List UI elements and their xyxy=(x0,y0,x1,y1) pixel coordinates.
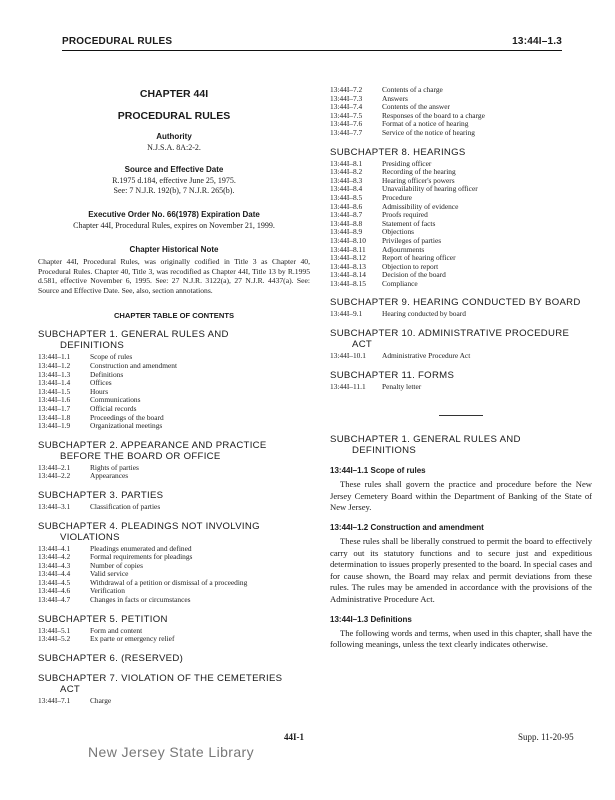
toc-section-title: Charge xyxy=(90,695,112,705)
toc-section-title: Privileges of parties xyxy=(382,235,442,245)
toc-subchapter-line2: ACT xyxy=(352,339,373,351)
toc-entry xyxy=(38,371,310,380)
rule-text: These rules shall govern the practice and procedure before the New Jersey Cemetery Board within the Department of Banking of the State of New Jersey. xyxy=(330,479,592,513)
toc-subchapter-heading xyxy=(330,147,592,158)
toc-section-number: 13:44I–4.5 xyxy=(38,577,71,587)
toc-section-title: Recording of the hearing xyxy=(382,167,456,177)
toc-subchapter-line2: VIOLATIONS xyxy=(60,531,120,543)
toc-entry xyxy=(330,263,592,272)
toc-section-number: 13:44I–8.14 xyxy=(330,270,366,280)
toc-section-number: 13:44I–7.5 xyxy=(330,110,363,120)
body-subchapter-line2: DEFINITIONS xyxy=(352,445,417,457)
toc-section-number: 13:44I–8.12 xyxy=(330,253,366,263)
toc-subchapter-line2: ACT xyxy=(60,683,81,695)
toc-section-number: 13:44I–2.1 xyxy=(38,462,71,472)
toc-section-title: Admissibility of evidence xyxy=(382,201,459,211)
toc-entry xyxy=(330,211,592,220)
toc-entry xyxy=(330,228,592,237)
toc-section-number: 13:44I–1.4 xyxy=(38,378,71,388)
toc-entry xyxy=(330,246,592,255)
toc-section-number: 13:44I–1.8 xyxy=(38,412,71,422)
toc-list xyxy=(38,545,310,605)
toc-section-number: 13:44I–4.1 xyxy=(38,543,71,553)
rule-heading: 13:44I–1.3 Definitions xyxy=(330,614,412,624)
toc-section-title: Hours xyxy=(90,386,109,396)
toc-section-title: Answers xyxy=(382,93,408,103)
toc-entry xyxy=(330,185,592,194)
toc-section-title: Statement of facts xyxy=(382,218,436,228)
toc-section-title: Valid service xyxy=(90,569,129,579)
toc-section-number: 13:44I–10.1 xyxy=(330,351,366,361)
toc-section-title: Offices xyxy=(90,378,112,388)
toc-section-number: 13:44I–8.11 xyxy=(330,244,366,254)
toc-entry xyxy=(330,220,592,229)
toc-list xyxy=(38,503,310,512)
right-column xyxy=(330,86,592,651)
toc-subchapter-line1: SUBCHAPTER 1. GENERAL RULES AND xyxy=(38,329,229,341)
toc-section-number: 13:44I–9.1 xyxy=(330,309,363,319)
toc-section-title: Decision of the board xyxy=(382,270,446,280)
toc-section-number: 13:44I–1.7 xyxy=(38,403,71,413)
toc-section-number: 13:44I–8.5 xyxy=(330,192,363,202)
toc-list xyxy=(330,160,592,289)
toc-section-title: Appearances xyxy=(90,471,129,481)
toc-section-title: Pleadings enumerated and defined xyxy=(90,543,192,553)
toc-subchapter-line1: SUBCHAPTER 6. (RESERVED) xyxy=(38,652,184,664)
toc-subchapter-line1: SUBCHAPTER 4. PLEADINGS NOT INVOLVING xyxy=(38,520,260,532)
toc-entry xyxy=(330,280,592,289)
toc-section-number: 13:44I–4.6 xyxy=(38,586,71,596)
toc-right-top xyxy=(330,86,592,138)
toc-section-number: 13:44I–8.6 xyxy=(330,201,363,211)
toc-section-title: Rights of parties xyxy=(90,462,139,472)
toc-subchapter-heading xyxy=(38,673,310,695)
body-subchapter-heading xyxy=(330,434,592,456)
body-subchapter-line1: SUBCHAPTER 1. GENERAL RULES AND xyxy=(330,434,521,446)
page-number: 44I-1 xyxy=(284,732,304,742)
toc-section-number: 13:44I–3.1 xyxy=(38,501,71,511)
toc-subchapter-heading xyxy=(330,370,592,381)
toc-section-title: Withdrawal of a petition or dismissal of a proceeding xyxy=(90,577,248,587)
toc-section-title: Organizational meetings xyxy=(90,421,163,431)
toc-entry xyxy=(330,95,592,104)
toc-subchapter-heading xyxy=(38,329,310,351)
toc-section-number: 13:44I–7.2 xyxy=(330,85,363,94)
toc-section-title: Number of copies xyxy=(90,560,143,570)
toc-section-title: Classification of parties xyxy=(90,501,161,511)
toc-entry xyxy=(330,194,592,203)
toc-section-number: 13:44I–4.7 xyxy=(38,595,71,605)
toc-section-title: Scope of rules xyxy=(90,352,133,362)
toc-section-title: Responses of the board to a charge xyxy=(382,110,485,120)
historical-note-text: Chapter 44I, Procedural Rules, was originally codified in Title 3 as Chapter 40, Procedural Rules. Chapter 40, Title 3, was recodified as Chapter 44I, Title 13 by R.1995 d.581, effective November 6, 1995. See: 27 N.J.R. 3122(a), 27 N.J.R. 4437(a). See: Source and Effective Date. See, also, section annotations. xyxy=(38,257,310,295)
toc-section-number: 13:44I–7.6 xyxy=(330,119,363,129)
toc-entry xyxy=(38,596,310,605)
toc-entry xyxy=(330,383,592,392)
toc-entry xyxy=(330,352,592,361)
toc-section-title: Report of hearing officer xyxy=(382,253,456,263)
toc-entry xyxy=(330,310,592,319)
toc-section-title: Verification xyxy=(90,586,125,596)
toc-entry xyxy=(38,635,310,644)
toc-section-number: 13:44I–7.4 xyxy=(330,102,363,112)
toc-section-title: Form and content xyxy=(90,625,143,635)
toc-section-title: Construction and amendment xyxy=(90,360,178,370)
toc-section-title: Presiding officer xyxy=(382,158,432,168)
toc-entry xyxy=(330,237,592,246)
toc-subchapter-line1: SUBCHAPTER 2. APPEARANCE AND PRACTICE xyxy=(38,439,267,451)
toc-section-number: 13:44I–7.7 xyxy=(330,127,363,137)
rule-text: The following words and terms, when used in this chapter, shall have the following meanings, unless the text clearly indicates otherwise. xyxy=(330,627,592,650)
toc-section-number: 13:44I–8.10 xyxy=(330,235,366,245)
toc-section-title: Communications xyxy=(90,395,141,405)
toc-section-title: Definitions xyxy=(90,369,124,379)
toc-list xyxy=(38,627,310,644)
rules-body xyxy=(330,466,592,650)
toc-subchapter-line1: SUBCHAPTER 8. HEARINGS xyxy=(330,146,466,158)
toc-title: CHAPTER TABLE OF CONTENTS xyxy=(113,311,235,321)
toc-entry xyxy=(38,414,310,423)
toc-section-title: Proceedings of the board xyxy=(90,412,164,422)
toc-entry xyxy=(330,168,592,177)
source-label: Source and Effective Date xyxy=(124,165,224,174)
toc-section-number: 13:44I–1.6 xyxy=(38,395,71,405)
chapter-number: CHAPTER 44I xyxy=(139,88,209,100)
toc-section-number: 13:44I–8.3 xyxy=(330,175,363,185)
toc-section-number: 13:44I–8.1 xyxy=(330,158,363,168)
toc-section-number: 13:44I–2.2 xyxy=(38,471,71,481)
toc-subchapter-line1: SUBCHAPTER 11. FORMS xyxy=(330,369,455,381)
toc-entry xyxy=(38,405,310,414)
toc-subchapter-heading xyxy=(38,521,310,543)
toc-section-title: Administrative Procedure Act xyxy=(382,351,471,361)
toc-entry xyxy=(38,553,310,562)
toc-section-number: 13:44I–1.9 xyxy=(38,421,71,431)
toc-section-number: 13:44I–1.2 xyxy=(38,360,71,370)
toc-section-number: 13:44I–8.4 xyxy=(330,184,363,194)
toc-list xyxy=(330,310,592,319)
toc-section-title: Contents of a charge xyxy=(382,85,443,94)
toc-subchapter-line1: SUBCHAPTER 10. ADMINISTRATIVE PROCEDURE xyxy=(330,328,570,340)
toc-entry xyxy=(330,254,592,263)
toc-section-number: 13:44I–4.4 xyxy=(38,569,71,579)
toc-section-title: Procedure xyxy=(382,192,412,202)
authority-text: N.J.S.A. 8A:2-2. xyxy=(147,143,201,152)
toc-right xyxy=(330,147,592,392)
toc-section-number: 13:44I–8.8 xyxy=(330,218,363,228)
toc-entry xyxy=(38,379,310,388)
toc-entry xyxy=(38,362,310,371)
toc-subchapter-heading xyxy=(38,490,310,501)
toc-section-number: 13:44I–4.3 xyxy=(38,560,71,570)
toc-subchapter-line2: DEFINITIONS xyxy=(60,340,125,352)
toc-section-number: 13:44I–1.3 xyxy=(38,369,71,379)
toc-section-number: 13:44I–8.7 xyxy=(330,210,363,220)
toc-section-number: 13:44I–1.1 xyxy=(38,352,71,362)
toc-section-title: Ex parte or emergency relief xyxy=(90,634,175,644)
toc-entry xyxy=(38,422,310,431)
toc-subchapter-line1: SUBCHAPTER 5. PETITION xyxy=(38,613,168,625)
toc-section-number: 13:44I–11.1 xyxy=(330,381,366,391)
toc-section-number: 13:44I–8.15 xyxy=(330,278,366,288)
toc-entry xyxy=(330,129,592,138)
running-header xyxy=(62,36,562,51)
toc-subchapter-line2: BEFORE THE BOARD OR OFFICE xyxy=(60,450,221,462)
toc-subchapter-heading xyxy=(330,328,592,350)
toc-subchapter-heading xyxy=(38,614,310,625)
toc-entry xyxy=(330,203,592,212)
toc-subchapter-line1: SUBCHAPTER 3. PARTIES xyxy=(38,489,164,501)
toc-section-title: Proofs required xyxy=(382,210,428,220)
toc-subchapter-heading xyxy=(330,297,592,308)
toc-entry xyxy=(38,464,310,473)
toc-section-title: Unavailability of hearing officer xyxy=(382,184,478,194)
source-text-2: See: 7 N.J.R. 192(b), 7 N.J.R. 265(b). xyxy=(113,186,235,195)
toc-section-title: Official records xyxy=(90,403,137,413)
toc-section-title: Service of the notice of hearing xyxy=(382,127,475,137)
toc-section-number: 13:44I–5.1 xyxy=(38,625,71,635)
left-column xyxy=(38,62,310,705)
toc-left xyxy=(38,329,310,705)
toc-section-number: 13:44I–7.3 xyxy=(330,93,363,103)
toc-entry xyxy=(38,579,310,588)
toc-section-title: Objections xyxy=(382,227,415,237)
toc-section-title: Penalty letter xyxy=(382,381,422,391)
toc-section-title: Format of a notice of hearing xyxy=(382,119,469,129)
toc-list xyxy=(38,464,310,481)
toc-section-title: Changes in facts or circumstances xyxy=(90,595,191,605)
section-divider xyxy=(439,415,483,416)
chapter-title: PROCEDURAL RULES xyxy=(117,110,231,122)
toc-subchapter-heading xyxy=(38,440,310,462)
toc-subchapter-line1: SUBCHAPTER 7. VIOLATION OF THE CEMETERIES xyxy=(38,672,283,684)
toc-list xyxy=(330,352,592,361)
toc-section-title: Objection to report xyxy=(382,261,439,271)
toc-section-number: 13:44I–1.5 xyxy=(38,386,71,396)
toc-section-title: Adjournments xyxy=(382,244,425,254)
toc-entry xyxy=(38,388,310,397)
toc-section-title: Hearing officer's powers xyxy=(382,175,455,185)
toc-entry xyxy=(330,160,592,169)
header-section: 13:44I–1.3 xyxy=(512,36,562,47)
toc-section-number: 13:44I–8.2 xyxy=(330,167,363,177)
toc-subchapter-heading xyxy=(38,653,310,664)
rule-text: These rules shall be liberally construed to permit the board to effectively carry out its statutory functions and to secure just and expeditious determination to issues properly presented to the board. In special cases and for cause shown, the Board may relax and permit deviations from these rules. The rules may be amended in accordance with the provisions of the Administrative Procedure Act. xyxy=(330,536,592,604)
rule-heading: 13:44I–1.1 Scope of rules xyxy=(330,466,426,476)
historical-note-label: Chapter Historical Note xyxy=(129,245,219,254)
toc-section-title: Formal requirements for pleadings xyxy=(90,552,193,562)
source-text-1: R.1975 d.184, effective June 25, 1975. xyxy=(112,176,236,185)
toc-entry xyxy=(38,627,310,636)
supplement-date: Supp. 11-20-95 xyxy=(518,732,574,742)
toc-section-number: 13:44I–8.13 xyxy=(330,261,366,271)
header-title: PROCEDURAL RULES xyxy=(62,36,173,47)
rule-heading: 13:44I–1.2 Construction and amendment xyxy=(330,523,484,533)
toc-section-title: Compliance xyxy=(382,278,418,288)
toc-entry xyxy=(330,86,592,95)
toc-list xyxy=(38,697,310,706)
exec-order-label: Executive Order No. 66(1978) Expiration Date xyxy=(88,210,260,219)
toc-section-title: Hearing conducted by board xyxy=(382,309,466,319)
toc-entry xyxy=(330,271,592,280)
toc-section-number: 13:44I–4.2 xyxy=(38,552,71,562)
toc-entry xyxy=(38,396,310,405)
exec-order-text: Chapter 44I, Procedural Rules, expires on November 21, 1999. xyxy=(73,221,275,230)
authority-label: Authority xyxy=(156,132,192,141)
toc-list xyxy=(38,353,310,430)
toc-entry xyxy=(38,562,310,571)
library-stamp: New Jersey State Library xyxy=(88,744,254,760)
toc-subchapter-line1: SUBCHAPTER 9. HEARING CONDUCTED BY BOARD xyxy=(330,297,581,309)
toc-section-number: 13:44I–7.1 xyxy=(38,695,71,705)
toc-entry xyxy=(38,697,310,706)
toc-section-title: Contents of the answer xyxy=(382,102,450,112)
toc-section-number: 13:44I–8.9 xyxy=(330,227,363,237)
toc-entry xyxy=(38,503,310,512)
toc-section-number: 13:44I–5.2 xyxy=(38,634,71,644)
toc-list xyxy=(330,383,592,392)
toc-entry xyxy=(38,472,310,481)
